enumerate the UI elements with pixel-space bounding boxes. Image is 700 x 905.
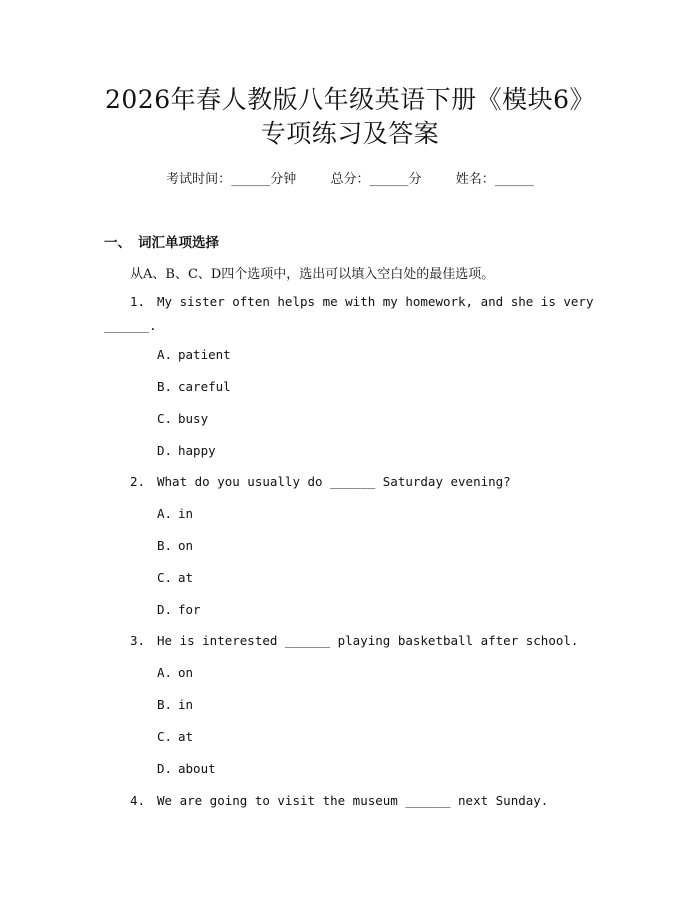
- option-text: busy: [178, 411, 209, 426]
- question-text: We are going to visit the museum ______ next Sunday.: [157, 793, 549, 808]
- option-a: [157, 506, 193, 521]
- option-text: at: [178, 729, 194, 744]
- option-letter: A.: [157, 665, 173, 680]
- total-score-label: 总分：: [330, 172, 370, 187]
- question-text-continued: ______.: [104, 318, 157, 333]
- option-text: in: [178, 697, 194, 712]
- option-text: on: [178, 665, 194, 680]
- option-letter: C.: [157, 570, 173, 585]
- name-blank: ______: [494, 172, 534, 187]
- option-text: on: [178, 538, 194, 553]
- question-text: My sister often helps me with my homework, and she is very: [157, 294, 594, 309]
- exam-time-unit: 分钟: [270, 172, 297, 187]
- total-score-blank: ______: [369, 172, 409, 187]
- option-c: [157, 411, 208, 426]
- option-letter: D.: [157, 602, 173, 617]
- section-number: 一、: [104, 235, 131, 251]
- exam-time-label: 考试时间：: [166, 172, 232, 187]
- option-letter: A.: [157, 347, 173, 362]
- option-d: [157, 443, 216, 458]
- section-heading: [104, 231, 219, 251]
- option-c: [157, 729, 193, 744]
- exam-info-line: [0, 168, 700, 187]
- question-number: 2.: [130, 474, 146, 489]
- option-text: patient: [178, 347, 231, 362]
- page-title-line-1: 2026年春人教版八年级英语下册《模块6》: [104, 85, 596, 114]
- option-text: in: [178, 506, 194, 521]
- question-text: What do you usually do ______ Saturday evening?: [157, 474, 511, 489]
- option-letter: C.: [157, 411, 173, 426]
- option-letter: B.: [157, 538, 173, 553]
- option-text: at: [178, 570, 194, 585]
- option-b: [157, 697, 193, 712]
- option-letter: D.: [157, 761, 173, 776]
- option-c: [157, 570, 193, 585]
- exam-time-blank: ______: [231, 172, 271, 187]
- question-text: He is interested ______ playing basketball after school.: [157, 633, 579, 648]
- name-label: 姓名：: [455, 172, 495, 187]
- option-letter: B.: [157, 697, 173, 712]
- option-text: careful: [178, 379, 231, 394]
- option-b: [157, 538, 193, 553]
- option-letter: C.: [157, 729, 173, 744]
- question-number: 4.: [130, 793, 146, 808]
- total-score-unit: 分: [408, 172, 422, 187]
- option-letter: B.: [157, 379, 173, 394]
- option-text: for: [178, 602, 201, 617]
- option-letter: A.: [157, 506, 173, 521]
- option-text: about: [178, 761, 216, 776]
- question-number: 3.: [130, 633, 146, 648]
- section-title: 词汇单项选择: [138, 235, 219, 251]
- option-letter: D.: [157, 443, 173, 458]
- option-b: [157, 379, 231, 394]
- option-d: [157, 761, 216, 776]
- option-text: happy: [178, 443, 216, 458]
- option-a: [157, 665, 193, 680]
- option-a: [157, 347, 231, 362]
- page-title-line-2: 专项练习及答案: [260, 119, 440, 148]
- section-instruction: 从A、B、C、D四个选项中，选出可以填入空白处的最佳选项。: [130, 267, 495, 282]
- question-number: 1.: [130, 294, 146, 309]
- option-d: [157, 602, 201, 617]
